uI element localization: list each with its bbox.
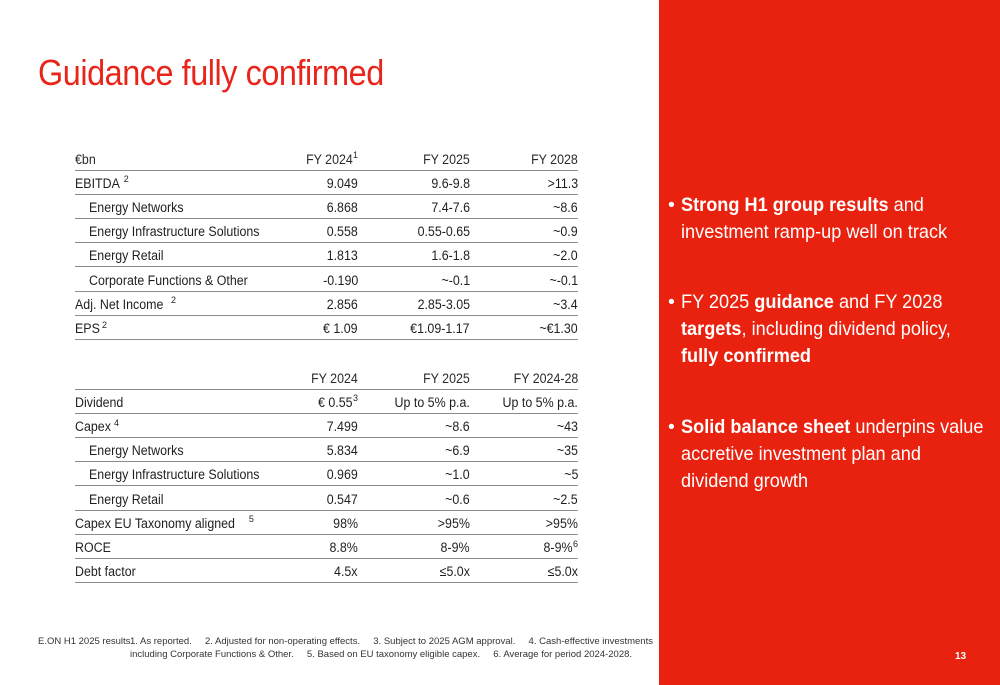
row-value-text: ~3.4 (553, 296, 578, 312)
bullet-dot-icon: • (668, 416, 675, 438)
row-value (470, 291, 578, 315)
row-value-text: >11.3 (547, 175, 578, 191)
footnote-source: E.ON H1 2025 results (38, 636, 131, 647)
table-row (75, 534, 578, 558)
header-col-text: FY 2025 (423, 151, 470, 167)
row-label (75, 267, 295, 291)
row-label (75, 315, 295, 339)
row-value-text: Up to 5% p.a. (502, 394, 578, 410)
bullet-item (668, 289, 993, 370)
row-label (75, 170, 295, 194)
header-col (470, 365, 578, 389)
row-value-text: ~8.6 (553, 200, 578, 216)
row-value (358, 291, 470, 315)
row-value-text: 1.6-1.8 (431, 248, 470, 264)
table-row (75, 170, 578, 194)
row-value-text: >95% (437, 515, 470, 531)
bullet-text: , including dividend policy, (741, 318, 951, 340)
table-row (75, 486, 578, 510)
row-label (75, 510, 295, 534)
row-value (295, 438, 358, 462)
row-value-text: ~€1.30 (539, 321, 578, 336)
row-value-text: € 0.55 (318, 394, 353, 410)
row-value-text: ~8.6 (445, 419, 470, 435)
row-value (358, 486, 470, 510)
row-label (75, 243, 295, 267)
row-value-text: €1.09-1.17 (410, 321, 470, 336)
footnote-line: including Corporate Functions & Other. 5. Based on EU taxonomy eligible capex. 6. Average for period 2024-2028. (130, 649, 633, 660)
row-value (358, 170, 470, 194)
row-value (470, 219, 578, 243)
bullet-dot-icon: • (668, 194, 675, 216)
header-label (75, 146, 295, 170)
row-value (470, 315, 578, 339)
row-value (470, 438, 578, 462)
row-value-text: 0.55-0.65 (417, 224, 470, 240)
row-value-text: ≤5.0x (547, 564, 578, 580)
row-label (75, 413, 295, 437)
row-value (470, 267, 578, 291)
row-value-text: ~2.0 (553, 248, 578, 264)
footnote-marker: 2 (123, 174, 129, 185)
row-label-text: Energy Infrastructure Solutions (89, 467, 260, 483)
row-value-text: 8.8% (329, 540, 358, 555)
row-value (358, 219, 470, 243)
row-label-text: EBITDA (75, 175, 120, 191)
table-row (75, 243, 578, 267)
bullet-text: FY 2025 (681, 291, 755, 313)
row-value (358, 243, 470, 267)
row-value (295, 462, 358, 486)
row-value-text: 8-9% (441, 540, 470, 555)
bullet-text: and FY 2028 (833, 291, 943, 313)
row-value-text: 98% (333, 515, 358, 531)
row-value-text: >95% (545, 515, 578, 531)
bullet-text: and investment ramp-up well on track (681, 194, 948, 243)
header-col (358, 146, 470, 170)
row-value (295, 486, 358, 510)
table-row (75, 389, 578, 413)
bullet-text: underpins value accretive investment plan and dividend growth (681, 416, 984, 492)
row-value-text: ~6.9 (445, 443, 470, 459)
row-label-text: Energy Retail (89, 491, 164, 507)
row-label (75, 194, 295, 218)
row-value-text: Up to 5% p.a. (394, 394, 470, 410)
row-value-text: 5.834 (326, 443, 358, 459)
row-value (358, 534, 470, 558)
row-value-text: -0.190 (322, 272, 358, 288)
row-value (358, 413, 470, 437)
row-value-text: 7.4-7.6 (431, 200, 470, 216)
table-row (75, 510, 578, 534)
row-value (295, 510, 358, 534)
row-value-text: 0.969 (326, 467, 358, 483)
table-row (75, 315, 578, 339)
row-value-text: 4.5x (334, 564, 358, 580)
row-value (470, 243, 578, 267)
row-value-text: 9.6-9.8 (431, 175, 470, 191)
row-value-text: ~5 (563, 467, 578, 483)
header-col (470, 146, 578, 170)
row-label (75, 559, 295, 583)
row-label-text: Adj. Net Income (75, 296, 164, 312)
row-value-text: 6.868 (326, 200, 358, 216)
row-value (295, 194, 358, 218)
footnote-marker: 6 (572, 538, 578, 549)
row-value (470, 462, 578, 486)
guidance-table-earnings (75, 146, 578, 340)
row-label-text: Capex (75, 419, 111, 435)
table-row (75, 291, 578, 315)
row-value-text: ~35 (556, 443, 578, 459)
bullet-bold: Strong H1 group results (681, 194, 889, 216)
row-label-text: Corporate Functions & Other (89, 272, 248, 288)
row-value-text: 2.856 (326, 296, 358, 312)
table-row (75, 194, 578, 218)
row-value (470, 170, 578, 194)
table-row (75, 438, 578, 462)
row-value-text: ~1.0 (445, 467, 470, 483)
header-col-text: FY 2024 (311, 370, 358, 386)
footnote-marker: 4 (114, 417, 120, 428)
bullet-bold: fully confirmed (681, 345, 812, 367)
row-value (295, 315, 358, 339)
table-row (75, 413, 578, 437)
row-label (75, 534, 295, 558)
table-header-row (75, 365, 578, 389)
table-row (75, 462, 578, 486)
row-value (358, 194, 470, 218)
guidance-table-capex (75, 365, 578, 583)
row-value (470, 389, 578, 413)
page-number: 13 (955, 651, 967, 662)
header-label-text: €bn (75, 151, 96, 167)
row-value (358, 462, 470, 486)
row-value (358, 267, 470, 291)
header-col-text: FY 2024 (306, 151, 353, 167)
row-value (470, 486, 578, 510)
table-row (75, 559, 578, 583)
footnote-marker: 5 (248, 514, 254, 525)
row-value-text: ~-0.1 (441, 272, 470, 288)
bullet-bold: targets (681, 318, 742, 340)
bullet-item (668, 192, 993, 246)
row-label-text: Dividend (75, 394, 124, 410)
row-value (470, 534, 578, 558)
row-value (358, 510, 470, 534)
row-value-text: € 1.09 (323, 321, 358, 336)
row-value (358, 559, 470, 583)
footnotes (38, 635, 653, 661)
row-value (295, 267, 358, 291)
row-value (295, 413, 358, 437)
row-value-text: ~43 (556, 419, 578, 435)
row-value-text: ~0.6 (445, 491, 470, 507)
row-label-text: Energy Retail (89, 248, 164, 264)
row-value-text: 1.813 (326, 248, 358, 264)
header-col (295, 146, 358, 170)
row-value (295, 291, 358, 315)
row-value (295, 389, 358, 413)
row-label-text: EPS (75, 321, 100, 336)
row-label-text: Energy Networks (89, 443, 184, 459)
footnote-line: 1. As reported. 2. Adjusted for non-operating effects. 3. Subject to 2025 AGM approval. 4. Cash-effective investments (130, 636, 653, 647)
footnote-marker: 3 (352, 393, 358, 404)
row-value (470, 413, 578, 437)
row-label-text: Energy Infrastructure Solutions (89, 224, 260, 240)
bullet-dot-icon: • (668, 291, 675, 313)
header-col-text: FY 2025 (423, 370, 470, 386)
page-title: Guidance fully confirmed (38, 52, 384, 93)
row-value (470, 559, 578, 583)
header-col-text: FY 2024-28 (513, 370, 578, 386)
row-value-text: ~2.5 (553, 491, 578, 507)
table-header-row (75, 146, 578, 170)
row-value-text: 0.547 (326, 491, 358, 507)
row-value (295, 170, 358, 194)
row-value (470, 510, 578, 534)
row-label (75, 389, 295, 413)
row-value-text: ~-0.1 (549, 272, 578, 288)
row-label (75, 462, 295, 486)
row-label (75, 291, 295, 315)
row-label-text: ROCE (75, 540, 111, 555)
header-col (358, 365, 470, 389)
footnote-marker: 2 (171, 295, 177, 306)
row-value (295, 534, 358, 558)
row-value (358, 438, 470, 462)
row-value (470, 194, 578, 218)
footnote-marker: 1 (352, 150, 358, 161)
row-label-text: Capex EU Taxonomy aligned (75, 515, 235, 531)
row-value (295, 219, 358, 243)
bullet-item (668, 414, 993, 495)
row-value (358, 389, 470, 413)
row-value-text: 2.85-3.05 (417, 296, 470, 312)
header-col (295, 365, 358, 389)
row-value-text: 8-9% (543, 540, 573, 555)
row-value (358, 315, 470, 339)
row-value-text: ~0.9 (553, 224, 578, 240)
row-value-text: 7.499 (326, 419, 358, 435)
row-label (75, 219, 295, 243)
row-value-text: 9.049 (326, 175, 358, 191)
footnote-marker: 2 (102, 319, 108, 330)
bullet-bold: guidance (754, 291, 834, 313)
row-label-text: Debt factor (75, 564, 136, 580)
table-row (75, 219, 578, 243)
row-value-text: 0.558 (326, 224, 358, 240)
header-col-text: FY 2028 (531, 151, 578, 167)
row-label (75, 486, 295, 510)
row-value (295, 243, 358, 267)
row-label-text: Energy Networks (89, 200, 184, 216)
table-row (75, 267, 578, 291)
bullet-bold: Solid balance sheet (681, 416, 851, 438)
row-value-text: ≤5.0x (439, 564, 470, 580)
row-value (295, 559, 358, 583)
row-label (75, 438, 295, 462)
header-label (75, 365, 295, 389)
